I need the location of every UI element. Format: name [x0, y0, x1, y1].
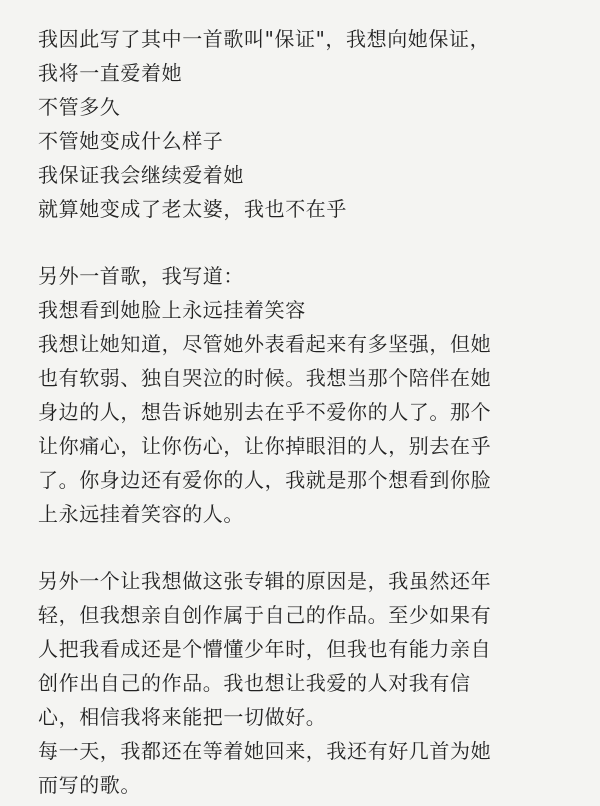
text-line: 轻，但我想亲自创作属于自己的作品。至少如果有 — [38, 603, 492, 627]
text-line: 我将一直爱着她 — [38, 61, 183, 85]
text-line: 每一天，我都还在等着她回来，我还有好几首为她 — [38, 739, 492, 763]
text-line: 让你痛心，让你伤心，让你掉眼泪的人，别去在乎 — [38, 434, 492, 458]
text-line: 了。你身边还有爱你的人，我就是那个想看到你脸 — [38, 468, 492, 492]
text-line: 另外一个让我想做这张专辑的原因是，我虽然还年 — [38, 569, 492, 593]
paragraph-promise-song — [38, 22, 580, 226]
text-line: 另外一首歌，我写道： — [38, 264, 244, 288]
text-line: 不管她变成什么样子 — [38, 129, 224, 153]
text-line: 也有软弱、独自哭泣的时候。我想当那个陪伴在她 — [38, 366, 492, 390]
paragraph-album-reason — [38, 564, 580, 802]
paragraph-smile-song — [38, 259, 580, 531]
text-line: 而写的歌。 — [38, 773, 141, 797]
text-line: 不管多久 — [38, 95, 121, 119]
text-line: 我保证我会继续爱着她 — [38, 163, 244, 187]
paragraph-spacer — [38, 226, 580, 259]
text-line: 我想让她知道，尽管她外表看起来有多坚强，但她 — [38, 332, 492, 356]
text-line: 人把我看成还是个懵懂少年时，但我也有能力亲自 — [38, 637, 492, 661]
paragraph-spacer — [38, 531, 580, 564]
text-line: 我因此写了其中一首歌叫"保证"，我想向她保证， — [38, 27, 491, 51]
text-line: 心，相信我将来能把一切做好。 — [38, 705, 327, 729]
text-line: 上永远挂着笑容的人。 — [38, 502, 244, 526]
text-line: 创作出自己的作品。我也想让我爱的人对我有信 — [38, 671, 471, 695]
text-line: 身边的人，想告诉她别去在乎不爱你的人了。那个 — [38, 400, 492, 424]
text-line: 我想看到她脸上永远挂着笑容 — [38, 298, 306, 322]
text-line: 就算她变成了老太婆，我也不在乎 — [38, 197, 347, 221]
